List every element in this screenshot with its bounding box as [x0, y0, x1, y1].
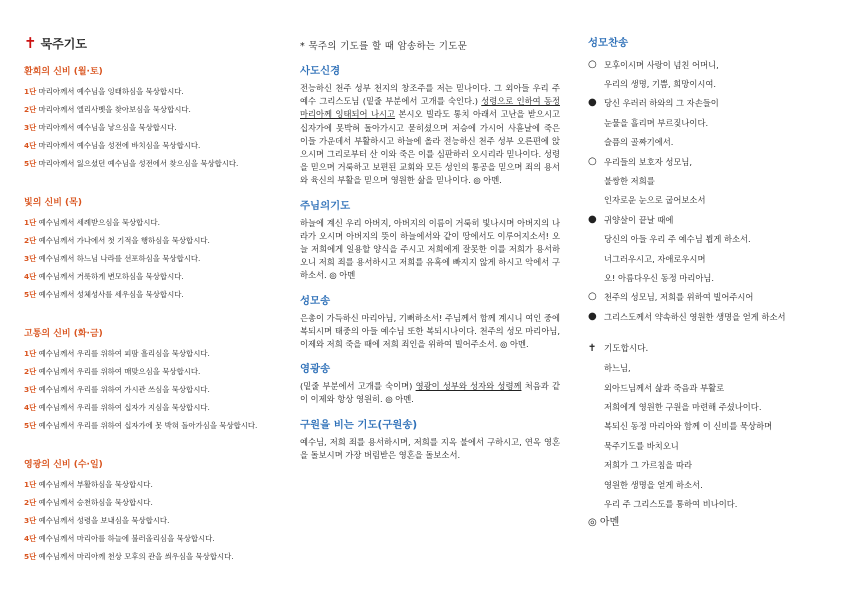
- salve-regina-text: 불쌍한 저희를: [604, 176, 655, 187]
- salve-regina-line: [588, 307, 832, 326]
- decade-number: 5단: [24, 290, 37, 299]
- decade-text: 예수님께서 부활하심을 묵상합시다.: [38, 480, 153, 489]
- salve-regina-line: [588, 133, 832, 152]
- glory-be-part1: (밑줄 부분에서 고개를 숙이며): [300, 381, 416, 392]
- salve-regina-column: [588, 34, 832, 533]
- mystery-decade: [24, 101, 286, 119]
- mystery-decade: [24, 83, 286, 101]
- apostles-creed-text: [300, 82, 560, 188]
- mystery-decade: [24, 286, 286, 304]
- closing-prayer-text: 우리 주 그리스도를 통하여 비나이다.: [604, 498, 738, 509]
- prayers-column: [300, 38, 560, 471]
- closing-prayer-text: 저희가 그 가르침을 따라: [604, 460, 693, 471]
- mystery-title: 영광의 신비 (수·일): [24, 460, 103, 470]
- mystery-decade: [24, 512, 286, 530]
- salve-regina-text: 인자로운 눈으로 굽어보소서: [604, 195, 706, 206]
- salve-regina-text: 우리의 생명, 기쁨, 희망이시여.: [604, 79, 717, 90]
- closing-prayer-text: 묵주기도를 바치오니: [604, 440, 679, 451]
- filled-circle-icon: ●: [588, 97, 597, 109]
- creed-text-part1: 전능하신 천주 성부 천지의 창조주를 저는 믿나이다. 그 외아들 우리 주 예수 그리스도님 (밑줄 부분에서 고개를 숙인다.): [300, 83, 560, 107]
- decade-number: 4단: [24, 403, 37, 412]
- mystery-decade: [24, 399, 286, 417]
- mystery-decade: [24, 250, 286, 268]
- salve-regina-text: 눈물을 흘리며 부르짖나이다.: [604, 117, 709, 128]
- decade-number: 3단: [24, 516, 37, 525]
- decade-text: 예수님께서 우리를 위하여 십자가 지심을 묵상합시다.: [38, 403, 210, 412]
- salve-regina-line: [588, 74, 832, 93]
- closing-prayer-text: 복되신 동정 마리아와 함께 이 신비를 묵상하며: [604, 421, 773, 432]
- mystery-decade: [24, 417, 286, 435]
- decade-text: 예수님께서 거룩하게 변모하심을 묵상합시다.: [38, 272, 184, 281]
- closing-prayer-line: [588, 378, 832, 397]
- salve-regina-line: [588, 191, 832, 210]
- glory-be-text: [300, 380, 560, 406]
- decade-number: 5단: [24, 421, 37, 430]
- mystery-decade: [24, 530, 286, 548]
- decade-text: 예수님께서 우리를 위하여 피땀 흘리심을 묵상합시다.: [38, 349, 210, 358]
- mystery-decade: [24, 345, 286, 363]
- decade-number: 2단: [24, 105, 37, 114]
- salve-regina-text: 오! 아름다우신 동정 마리아님.: [604, 272, 715, 283]
- open-circle-icon: ○: [588, 291, 597, 303]
- mystery-decade: [24, 232, 286, 250]
- closing-amen: [588, 514, 832, 533]
- mystery-section: [24, 64, 286, 173]
- salve-regina-line: [588, 171, 832, 190]
- decade-number: 4단: [24, 534, 37, 543]
- rosary-title-row: [24, 34, 286, 52]
- creed-underlined-text: 성령으로 인하여 동정 마리아께 잉태되어 나시고: [300, 96, 560, 120]
- decade-number: 5단: [24, 159, 37, 168]
- closing-prayer-line: [588, 417, 832, 436]
- rosary-mysteries-column: [24, 34, 286, 588]
- salve-regina-line: [588, 268, 832, 287]
- mystery-decade: [24, 494, 286, 512]
- decade-number: 1단: [24, 87, 37, 96]
- cross-icon: ✝: [588, 342, 597, 354]
- mystery-decade: [24, 214, 286, 232]
- mysteries-list: [24, 64, 286, 566]
- mystery-decade: [24, 268, 286, 286]
- hail-mary-text: 은총이 가득하신 마리아님, 기뻐하소서! 주님께서 함께 계시니 여인 중에 복되시며 태중의 아들 예수님 또한 복되시나이다. 천주의 성모 마리아님, 이제와 저희 죽을 때에 저희 죄인을 위하여 빌어주소서. ◎ 아멘.: [300, 312, 560, 350]
- decade-number: 2단: [24, 236, 37, 245]
- glory-be-part2: 처음과 같이 이제와 항상 영원히. ◎ 아멘.: [300, 381, 561, 405]
- decade-text: 예수님께서 하느님 나라를 선포하심을 묵상합시다.: [38, 254, 201, 263]
- salve-regina-line: [588, 230, 832, 249]
- closing-prayer-text: 영원한 생명을 얻게 하소서.: [604, 479, 703, 490]
- mystery-section: [24, 326, 286, 435]
- salve-regina-line: [588, 113, 832, 132]
- salve-regina-line: [588, 210, 832, 229]
- salve-regina-line: [588, 55, 832, 74]
- closing-prayer-line: [588, 455, 832, 474]
- decade-number: 5단: [24, 552, 37, 561]
- decade-number: 3단: [24, 123, 37, 132]
- amen-text: ◎ 아멘: [588, 517, 620, 529]
- filled-circle-icon: ●: [588, 310, 597, 322]
- decade-text: 마리아께서 예수님을 낳으심을 묵상합시다.: [38, 123, 177, 132]
- mystery-section: [24, 195, 286, 304]
- decade-number: 3단: [24, 254, 37, 263]
- decade-number: 1단: [24, 218, 37, 227]
- decade-number: 4단: [24, 272, 37, 281]
- decade-text: 마리아께서 잃으셨던 예수님을 성전에서 찾으심을 묵상합시다.: [38, 159, 239, 168]
- salve-regina-title: 성모찬송: [588, 37, 629, 49]
- mystery-decade: [24, 137, 286, 155]
- mystery-decade: [24, 363, 286, 381]
- salve-regina-lines: [588, 55, 832, 326]
- mystery-title: 빛의 신비 (목): [24, 198, 82, 208]
- closing-prayer-line: [588, 494, 832, 513]
- fatima-prayer-title: 구원을 비는 기도(구원송): [300, 418, 418, 431]
- salve-regina-text: 그리스도께서 약속하신 영원한 생명을 얻게 하소서: [604, 311, 786, 322]
- salve-regina-line: [588, 249, 832, 268]
- glory-be-title: 영광송: [300, 363, 331, 376]
- apostles-creed-title: 사도신경: [300, 65, 341, 77]
- salve-regina-line: [588, 94, 832, 113]
- salve-regina-text: 우리들의 보호자 성모님,: [604, 156, 693, 167]
- creed-text-part2: 본시오 빌라도 통치 아래서 고난을 받으시고 십자가에 못박혀 돌아가시고 묻히셨으며 저승에 가시어 사흗날에 죽은 이들 가운데서 부활하시고 하늘에 올라 전능하신 천주 성부 오른편에 앉으시며 그리로부터 산 이와 죽은 이를 심판하러 오시리라 믿나이다. 성령을 믿으며 거룩하고 보편된 교회와 모든 성인의 통공을 믿으며 죄의 용서와 육신의 부활을 믿으며 영원한 삶을 믿나이다. ◎ 아멘.: [300, 109, 560, 186]
- fatima-prayer-text: 예수님, 저희 죄를 용서하시며, 저희를 지옥 불에서 구하시고, 연옥 영혼을 돌보시며 가장 버림받은 영혼을 돌보소서.: [300, 436, 560, 460]
- salve-regina-text: 슬픔의 골짜기에서.: [604, 137, 674, 148]
- decade-text: 예수님께서 우리를 위하여 가시관 쓰심을 묵상합시다.: [38, 385, 210, 394]
- closing-prayer-text: 외아드님께서 삶과 죽음과 부활로: [604, 382, 725, 393]
- open-circle-icon: ○: [588, 155, 597, 167]
- decade-text: 예수님께서 성령을 보내심을 묵상합시다.: [38, 516, 170, 525]
- lords-prayer-title: 주님의기도: [300, 199, 351, 212]
- decade-text: 예수님께서 성체성사를 세우심을 묵상합시다.: [38, 290, 184, 299]
- decade-text: 예수님께서 우리를 위하여 매맞으심을 묵상합시다.: [38, 367, 201, 376]
- decade-text: 마리아께서 예수님을 잉태하심을 묵상합시다.: [38, 87, 184, 96]
- red-cross-icon: ✝: [24, 34, 37, 52]
- salve-regina-text: 모후이시며 사랑이 넘친 어머니,: [604, 59, 719, 70]
- decade-text: 예수님께서 마리아께 천상 모후의 관을 씌우심을 묵상합시다.: [38, 552, 234, 561]
- decade-number: 2단: [24, 498, 37, 507]
- closing-prayer-lines: [588, 358, 832, 513]
- decade-number: 1단: [24, 349, 37, 358]
- decade-text: 마리아께서 예수님을 성전에 바치심을 묵상합시다.: [38, 141, 201, 150]
- closing-prayer-text: 저희에게 영원한 구원을 마련해 주셨나이다.: [604, 401, 762, 412]
- rosary-title: 묵주기도: [40, 36, 87, 51]
- closing-prayer-line: [588, 475, 832, 494]
- closing-prayer-text: 하느님,: [604, 363, 631, 374]
- mystery-decade: [24, 155, 286, 173]
- mystery-section: [24, 457, 286, 566]
- salve-regina-line: [588, 152, 832, 171]
- mystery-decade: [24, 476, 286, 494]
- closing-prayer-line: [588, 358, 832, 377]
- decade-number: 4단: [24, 141, 37, 150]
- hail-mary-title: 성모송: [300, 294, 331, 307]
- decade-text: 마리아께서 엘리사벳을 찾아보심을 묵상합시다.: [38, 105, 191, 114]
- closing-prayer-line: [588, 397, 832, 416]
- mystery-title: 고통의 신비 (화·금): [24, 329, 103, 339]
- lords-prayer-text: 하늘에 계신 우리 아버지, 아버지의 이름이 거룩히 빛나시며 아버지의 나라가 오시며 아버지의 뜻이 하늘에서와 같이 땅에서도 이루어지소서! 오늘 저희에게 일용할 양식을 주시고 저희에게 잘못한 이를 저희가 용서하오니 저희 죄를 용서하시고 저희를 유혹에 빠지지 않게 하시고 악에서 구하소서. ◎ 아멘: [300, 217, 560, 281]
- prayers-header: * 묵주의 기도를 할 때 암송하는 기도문: [300, 41, 468, 52]
- decade-text: 예수님께서 세례받으심을 묵상합시다.: [38, 218, 160, 227]
- salve-regina-line: [588, 288, 832, 307]
- salve-regina-text: 천주의 성모님, 저희를 위하여 빌어주시어: [604, 292, 754, 303]
- open-circle-icon: ○: [588, 58, 597, 70]
- decade-text: 예수님께서 승천하심을 묵상합시다.: [38, 498, 153, 507]
- mystery-decade: [24, 381, 286, 399]
- salve-regina-text: 당신 우러러 하와의 그 자손들이: [604, 98, 719, 109]
- mystery-decade: [24, 119, 286, 137]
- salve-regina-text: 귀양살이 끝날 때에: [604, 214, 674, 225]
- decade-number: 3단: [24, 385, 37, 394]
- salve-regina-text: 너그러우시고, 자애로우시며: [604, 253, 706, 264]
- closing-prayer-head: [588, 338, 832, 358]
- mystery-title: 환희의 신비 (월·토): [24, 67, 103, 77]
- closing-prayer-line: [588, 436, 832, 455]
- salve-regina-text: 당신의 아들 우리 주 예수님 뵙게 하소서.: [604, 234, 751, 245]
- decade-number: 1단: [24, 480, 37, 489]
- glory-be-underlined-text: 영광이 성부와 성자와 성령께: [415, 381, 522, 392]
- decade-text: 예수님께서 가나에서 첫 기적을 행하심을 묵상합시다.: [38, 236, 210, 245]
- closing-prayer-heading: 기도합시다.: [604, 344, 649, 355]
- decade-text: 예수님께서 우리를 위하여 십자가에 못 박혀 돌아가심을 묵상합시다.: [38, 421, 258, 430]
- decade-text: 예수님께서 마리아를 하늘에 불러올리심을 묵상합시다.: [38, 534, 215, 543]
- filled-circle-icon: ●: [588, 213, 597, 225]
- decade-number: 2단: [24, 367, 37, 376]
- mystery-decade: [24, 548, 286, 566]
